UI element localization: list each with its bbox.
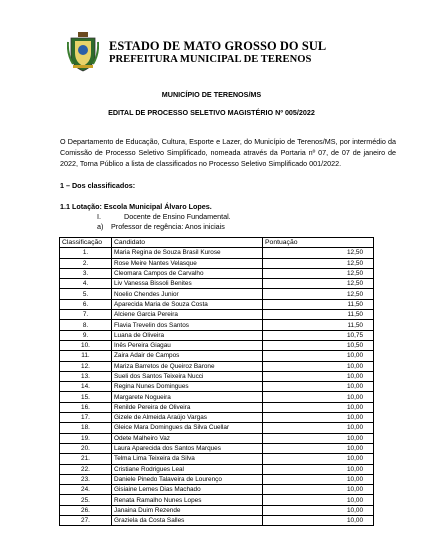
table-row	[60, 330, 374, 340]
candidate-cell: Zaira Adair de Campos	[112, 351, 263, 361]
candidate-cell: Mariza Barretos de Queiroz Barone	[112, 361, 263, 371]
candidate-cell: Aparecida Maria de Souza Costa	[112, 299, 263, 309]
table-header-row	[60, 238, 374, 248]
score-cell: 12,50	[263, 258, 374, 268]
score-cell: 11,50	[263, 299, 374, 309]
table-row	[60, 340, 374, 350]
candidate-cell: Janaina Duim Rezende	[112, 505, 263, 515]
candidate-cell: Odete Malheiro Vaz	[112, 433, 263, 443]
rank-cell: 19.	[60, 433, 112, 443]
table-row	[60, 279, 374, 289]
rank-cell: 23.	[60, 474, 112, 484]
score-cell: 10,00	[263, 382, 374, 392]
score-cell: 10,00	[263, 402, 374, 412]
score-cell: 12,50	[263, 248, 374, 258]
score-cell: 10,00	[263, 371, 374, 381]
score-cell: 12,50	[263, 268, 374, 278]
table-row	[60, 402, 374, 412]
rank-cell: 6.	[60, 299, 112, 309]
rank-cell: 22.	[60, 464, 112, 474]
rank-cell: 15.	[60, 392, 112, 402]
score-cell: 10,50	[263, 340, 374, 350]
score-cell: 10,00	[263, 495, 374, 505]
rank-cell: 10.	[60, 340, 112, 350]
candidate-cell: Gizele de Almeida Araújo Vargas	[112, 413, 263, 423]
score-cell: 11,50	[263, 310, 374, 320]
header-pontuacao: Pontuação	[263, 238, 374, 248]
rank-cell: 8.	[60, 320, 112, 330]
candidate-cell: Maria Regina de Souza Brasil Kurose	[112, 248, 263, 258]
candidate-cell: Inês Pereira Giagau	[112, 340, 263, 350]
rank-cell: 16.	[60, 402, 112, 412]
score-cell: 10,75	[263, 330, 374, 340]
table-row	[60, 310, 374, 320]
classification-table	[59, 237, 374, 526]
rank-cell: 26.	[60, 505, 112, 515]
candidate-cell: Renata Ramalho Nunes Lopes	[112, 495, 263, 505]
table-row	[60, 443, 374, 453]
score-cell: 10,00	[263, 464, 374, 474]
score-cell: 10,00	[263, 505, 374, 515]
table-row	[60, 433, 374, 443]
table-row	[60, 505, 374, 515]
cargo-label: Docente de Ensino Fundamental.	[124, 212, 231, 221]
score-cell: 12,50	[263, 289, 374, 299]
table-row	[60, 320, 374, 330]
score-cell: 10,00	[263, 474, 374, 484]
edital-heading: EDITAL DE PROCESSO SELETIVO MAGISTÉRIO Nº 005/2022	[108, 108, 315, 117]
score-cell: 10,00	[263, 423, 374, 433]
score-cell: 10,00	[263, 413, 374, 423]
table-row	[60, 258, 374, 268]
section-heading: 1 – Dos classificados:	[60, 181, 136, 190]
table-row	[60, 289, 374, 299]
table-row	[60, 361, 374, 371]
candidate-cell: Gleice Mara Domingues da Silva Cuellar	[112, 423, 263, 433]
rank-cell: 9.	[60, 330, 112, 340]
municipality-heading: MUNICÍPIO DE TERENOS/MS	[161, 90, 262, 99]
rank-cell: 1.	[60, 248, 112, 258]
candidate-cell: Alciene Garcia Pereira	[112, 310, 263, 320]
score-cell: 10,00	[263, 361, 374, 371]
table-row	[60, 371, 374, 381]
candidate-cell: Daniele Pinedo Talaveira de Lourenço	[112, 474, 263, 484]
candidate-cell: Regina Nunes Domingues	[112, 382, 263, 392]
rank-cell: 14.	[60, 382, 112, 392]
table-row	[60, 485, 374, 495]
lotacao-heading: 1.1 Lotação: Escola Municipal Álvaro Lopes.	[60, 202, 212, 211]
rank-cell: 13.	[60, 371, 112, 381]
table-row	[60, 423, 374, 433]
rank-cell: 4.	[60, 279, 112, 289]
candidate-cell: Gisiaine Lemes Dias Machado	[112, 485, 263, 495]
candidate-cell: Rose Meire Nantes Velasque	[112, 258, 263, 268]
state-title: ESTADO DE MATO GROSSO DO SUL	[109, 39, 327, 53]
table-row	[60, 495, 374, 505]
candidate-cell: Liv Vanessa Bissoli Benites	[112, 279, 263, 289]
score-cell: 10,00	[263, 485, 374, 495]
rank-cell: 27.	[60, 516, 112, 526]
rank-cell: 20.	[60, 443, 112, 453]
table-row	[60, 268, 374, 278]
candidate-cell: Telma Lima Teixeira da Silva	[112, 454, 263, 464]
candidate-cell: Graziela da Costa Salles	[112, 516, 263, 526]
table-row	[60, 474, 374, 484]
prefecture-title: PREFEITURA MUNICIPAL DE TERENOS	[109, 54, 312, 65]
candidate-cell: Luana de Oliveira	[112, 330, 263, 340]
candidate-cell: Margarete Nogueira	[112, 392, 263, 402]
table-row	[60, 464, 374, 474]
rank-cell: 5.	[60, 289, 112, 299]
rank-cell: 7.	[60, 310, 112, 320]
score-cell: 10,00	[263, 443, 374, 453]
score-cell: 10,00	[263, 516, 374, 526]
rank-cell: 18.	[60, 423, 112, 433]
table-row	[60, 392, 374, 402]
rank-cell: 17.	[60, 413, 112, 423]
score-cell: 11,50	[263, 320, 374, 330]
alpha-marker: a)	[97, 222, 104, 231]
candidate-cell: Sueli dos Santos Teixeira Nucci	[112, 371, 263, 381]
header-candidato: Candidato	[112, 238, 263, 248]
table-row	[60, 382, 374, 392]
candidate-cell: Cleomara Campos de Carvalho	[112, 268, 263, 278]
roman-marker: I.	[97, 212, 101, 221]
score-cell: 10,00	[263, 351, 374, 361]
rank-cell: 25.	[60, 495, 112, 505]
rank-cell: 2.	[60, 258, 112, 268]
table-row	[60, 299, 374, 309]
score-cell: 12,50	[263, 279, 374, 289]
candidate-cell: Renilde Pereira de Oliveira	[112, 402, 263, 412]
table-row	[60, 516, 374, 526]
rank-cell: 21.	[60, 454, 112, 464]
intro-paragraph: O Departamento de Educação, Cultura, Esporte e Lazer, do Município de Terenos/MS, por intermédio da Comissão de Processo Seletivo Simplificado, nomeada através da Portaria nº 07, de 07 de janeiro de 2022, Torna Público a lista de classificados no Processo Seletivo Simplificado 001/2022.	[60, 137, 396, 169]
table-row	[60, 413, 374, 423]
rank-cell: 3.	[60, 268, 112, 278]
candidate-cell: Cristiane Rodrigues Leal	[112, 464, 263, 474]
candidate-cell: Flavia Trevelin dos Santos	[112, 320, 263, 330]
candidate-cell: Laura Aparecida dos Santos Marques	[112, 443, 263, 453]
table-row	[60, 248, 374, 258]
score-cell: 10,00	[263, 433, 374, 443]
table-row	[60, 351, 374, 361]
score-cell: 10,00	[263, 454, 374, 464]
rank-cell: 11.	[60, 351, 112, 361]
header-classificacao: Classificação	[60, 238, 112, 248]
candidate-cell: Noelio Chendes Junior	[112, 289, 263, 299]
subcargo-label: Professor de regência: Anos iniciais	[111, 222, 225, 231]
rank-cell: 24.	[60, 485, 112, 495]
rank-cell: 12.	[60, 361, 112, 371]
score-cell: 10,00	[263, 392, 374, 402]
municipal-crest-icon	[67, 32, 99, 72]
table-row	[60, 454, 374, 464]
